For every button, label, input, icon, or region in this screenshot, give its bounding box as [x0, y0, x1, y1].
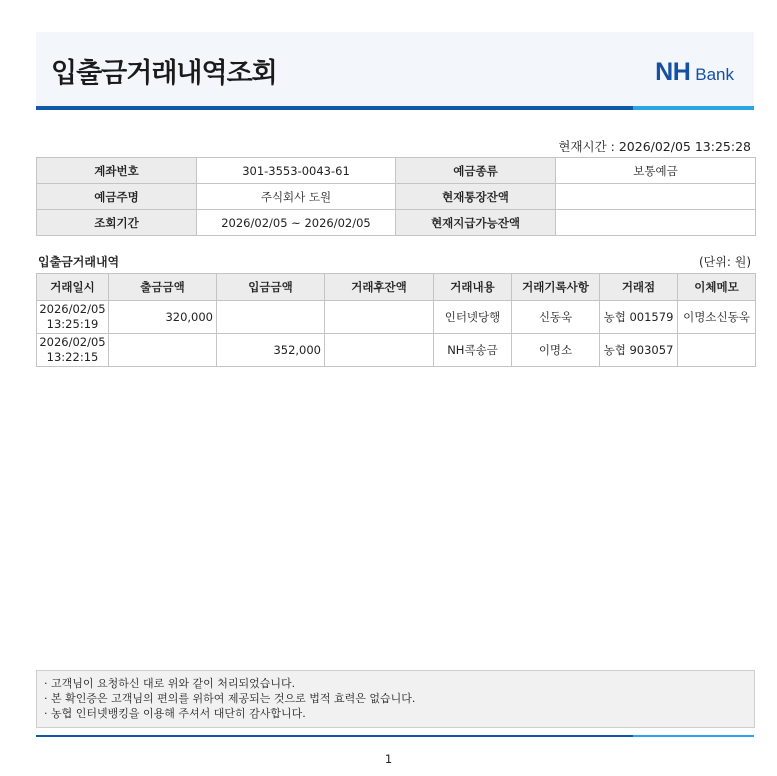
table-row — [37, 334, 756, 367]
current-time: 현재시간 : 2026/02/05 13:25:28 — [558, 139, 751, 154]
nh-bank-logo — [655, 58, 734, 87]
owner-value: 주식회사 도원 — [197, 184, 396, 210]
owner-label: 예금주명 — [37, 184, 197, 210]
tx-date: 2026/02/05 — [39, 302, 106, 316]
notice-line: · 본 확인증은 고객님의 편의를 위하여 제공되는 것으로 법적 효력은 없습니다. — [44, 692, 416, 705]
tx-branch: 농협 903057 — [600, 334, 678, 367]
info-row — [37, 184, 756, 210]
logo-bank: Bank — [695, 65, 734, 84]
unit-label: (단위: 원) — [699, 255, 751, 269]
tx-time: 13:22:15 — [46, 350, 99, 364]
column-header: 입금금액 — [217, 274, 325, 301]
notice-line: · 고객님이 요청하신 대로 위와 같이 처리되었습니다. — [44, 677, 296, 690]
period-value: 2026/02/05 ~ 2026/02/05 — [197, 210, 396, 236]
passbook-balance-label: 현재통장잔액 — [396, 184, 556, 210]
tx-memo — [678, 334, 756, 367]
notice-line: · 농협 인터넷뱅킹을 이용해 주셔서 대단히 감사합니다. — [44, 707, 306, 720]
info-row — [37, 158, 756, 184]
page-title: 입출금거래내역조회 — [51, 58, 277, 89]
tx-deposit — [217, 301, 325, 334]
footer-divider-light — [633, 735, 754, 737]
column-header: 거래기록사항 — [512, 274, 600, 301]
column-header: 거래점 — [600, 274, 678, 301]
tx-balance — [325, 301, 434, 334]
tx-branch: 농협 001579 — [600, 301, 678, 334]
passbook-balance-value — [556, 184, 756, 210]
tx-record: 이명소 — [512, 334, 600, 367]
column-header: 거래일시 — [37, 274, 109, 301]
tx-time: 13:25:19 — [46, 317, 99, 331]
account-info-table — [36, 157, 756, 236]
period-label: 조회기간 — [37, 210, 197, 236]
column-header: 거래내용 — [434, 274, 512, 301]
tx-description: 인터넷당행 — [434, 301, 512, 334]
page-header — [36, 32, 754, 106]
deposit-type-label: 예금종류 — [396, 158, 556, 184]
deposit-type-value: 보통예금 — [556, 158, 756, 184]
table-header-row — [37, 274, 756, 301]
column-header: 출금금액 — [109, 274, 217, 301]
tx-withdrawal: 320,000 — [109, 301, 217, 334]
available-balance-label: 현재지급가능잔액 — [396, 210, 556, 236]
tx-deposit: 352,000 — [217, 334, 325, 367]
section-title: 입출금거래내역 — [38, 255, 120, 269]
tx-withdrawal — [109, 334, 217, 367]
column-header: 거래후잔액 — [325, 274, 434, 301]
notice-box — [36, 670, 755, 728]
tx-description: NH콕송금 — [434, 334, 512, 367]
account-no-value: 301-3553-0043-61 — [197, 158, 396, 184]
available-balance-value — [556, 210, 756, 236]
footer-divider-dark — [36, 735, 633, 737]
transactions-table — [36, 273, 756, 367]
account-no-label: 계좌번호 — [37, 158, 197, 184]
tx-record: 신동욱 — [512, 301, 600, 334]
header-divider-dark — [36, 106, 633, 110]
logo-nh: NH — [655, 58, 691, 86]
header-divider-light — [633, 106, 754, 110]
table-row — [37, 301, 756, 334]
tx-balance — [325, 334, 434, 367]
tx-datetime — [37, 301, 109, 334]
tx-memo: 이명소신동욱 — [678, 301, 756, 334]
page-number: 1 — [384, 752, 393, 766]
info-row — [37, 210, 756, 236]
column-header: 이체메모 — [678, 274, 756, 301]
tx-date: 2026/02/05 — [39, 335, 106, 349]
tx-datetime — [37, 334, 109, 367]
